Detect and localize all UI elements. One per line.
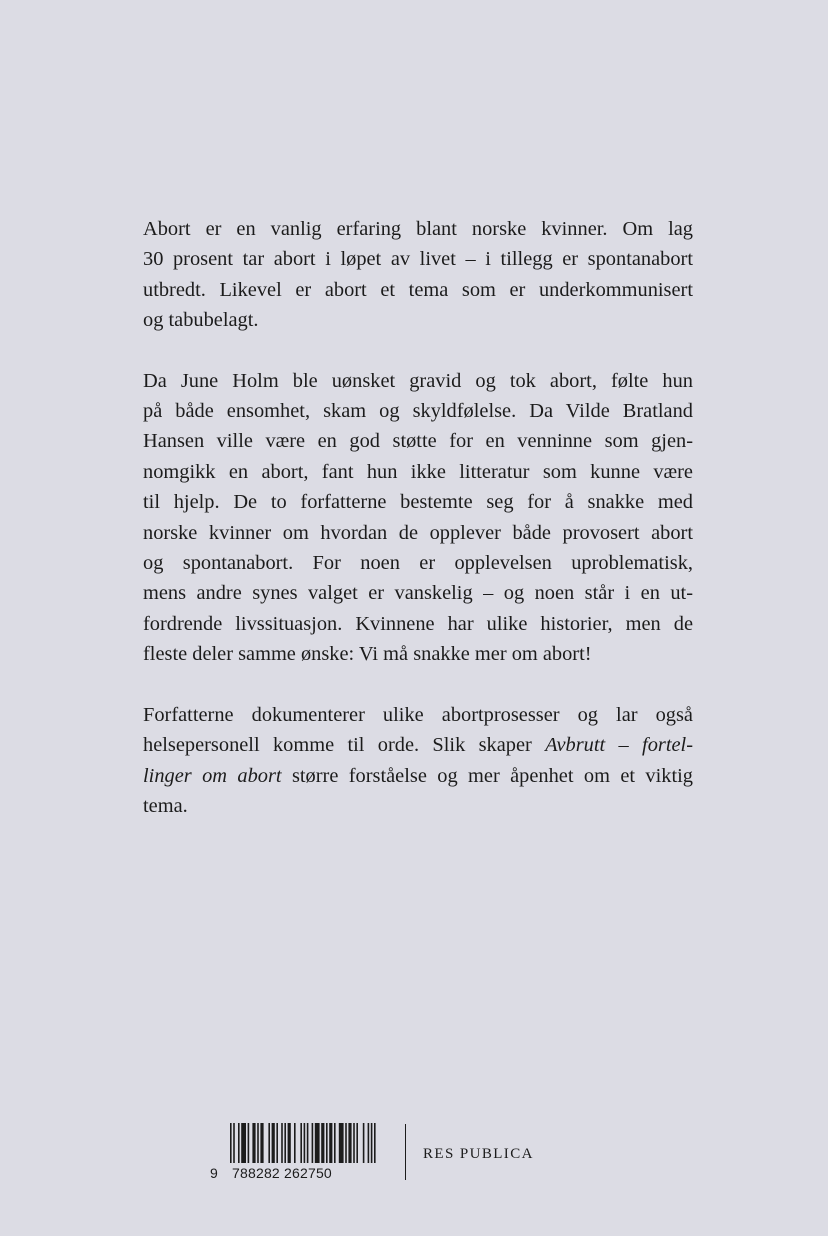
barcode-digits: 788282 262750	[232, 1165, 332, 1181]
text-line: fordrende livssituasjon. Kvinnene har ulike historier, men de	[143, 612, 693, 635]
publisher-name: RES PUBLICA	[423, 1146, 534, 1162]
blurb-paragraph-2	[143, 366, 693, 670]
text-line	[143, 730, 693, 760]
text-line: tema.	[143, 794, 188, 817]
divider-line	[405, 1124, 406, 1180]
blurb-paragraph-1	[143, 214, 693, 336]
cover-footer	[210, 1120, 610, 1190]
text-line: til hjelp. De to forfatterne bestemte seg for å snakke med	[143, 491, 693, 514]
text-line: og spontanabort. For noen er opplevelsen uproblematisk,	[143, 552, 693, 575]
blurb-paragraph-3	[143, 700, 693, 822]
text-line: på både ensomhet, skam og skyldfølelse. Da Vilde Bratland	[143, 400, 693, 423]
text-line: Hansen ville være en god støtte for en venninne som gjen-	[143, 430, 693, 453]
text-line: Abort er en vanlig erfaring blant norske kvinner. Om lag	[143, 218, 693, 240]
back-cover-blurb	[143, 214, 693, 851]
text-line	[143, 761, 693, 791]
barcode-icon	[230, 1123, 390, 1167]
text-line: norske kvinner om hvordan de opplever både provosert abort	[143, 521, 693, 544]
text-line: og tabubelagt.	[143, 309, 259, 332]
text-line: fleste deler samme ønske: Vi må snakke mer om abort!	[143, 643, 592, 666]
text-segment: større forståelse og mer åpenhet om et viktig	[281, 764, 693, 787]
text-segment: helsepersonell komme til orde. Slik skaper	[143, 734, 546, 757]
text-line: nomgikk en abort, fant hun ikke litteratur som kunne være	[143, 460, 693, 483]
text-line: 30 prosent tar abort i løpet av livet – i tillegg er spontanabort	[143, 248, 693, 271]
book-title-part-2: linger om abort	[143, 764, 282, 787]
text-line: utbredt. Likevel er abort et tema som er underkommunisert	[143, 278, 693, 301]
text-line: Da June Holm ble uønsket gravid og tok abort, følte hun	[143, 369, 693, 392]
book-title-part-1: Avbrutt – fortel-	[545, 734, 693, 757]
isbn-barcode	[210, 1120, 390, 1190]
text-line: mens andre synes valget er vanskelig – og noen står i en ut-	[143, 582, 693, 605]
barcode-first-digit: 9	[210, 1165, 218, 1181]
text-line: Forfatterne dokumenterer ulike abortprosesser og lar også	[143, 703, 693, 726]
